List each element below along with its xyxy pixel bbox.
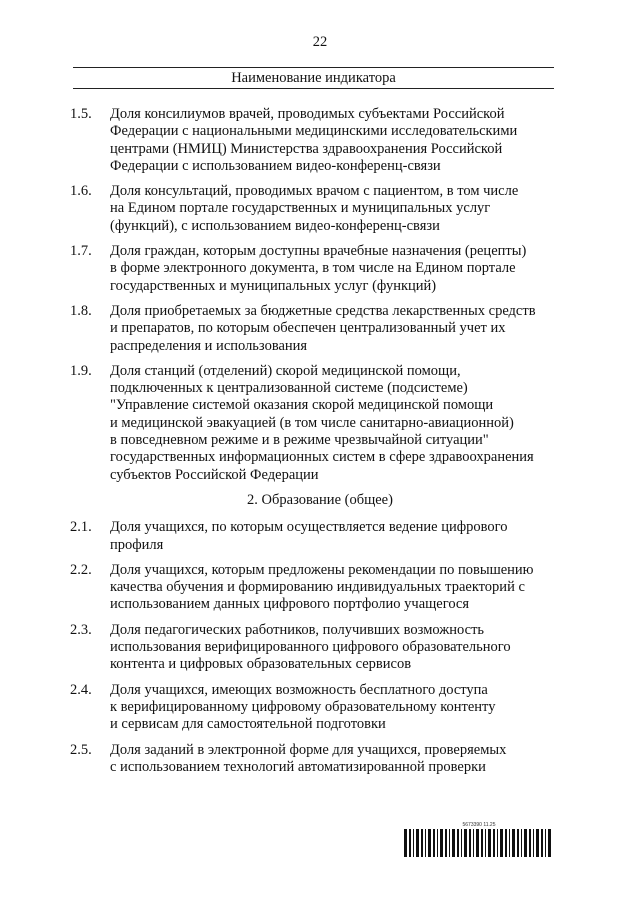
indicator-line: Доля консилиумов врачей, проводимых субъектами Российской xyxy=(110,106,505,122)
indicator-line: государственных информационных систем в сфере здравоохранения xyxy=(110,449,534,466)
indicator-line: использованием данных цифрового портфолио учащегося xyxy=(110,596,470,613)
section-title: 2. Образование (общее) xyxy=(247,491,393,508)
barcode-bars xyxy=(404,829,554,857)
indicator-line: Доля приобретаемых за бюджетные средства лекарственных средств xyxy=(110,302,536,319)
indicator-number: 1.8. xyxy=(70,302,92,319)
indicator-name xyxy=(110,106,560,175)
indicator-line: и медицинской эвакуацией (в том числе санитарно-авиационной) xyxy=(110,414,514,431)
indicator-name xyxy=(110,183,560,235)
indicator-line: и сервисам для самостоятельной подготовки xyxy=(110,716,386,733)
indicator-line: Доля граждан, которым доступны врачебные назначения (рецепты) xyxy=(110,243,527,260)
indicator-name xyxy=(110,622,560,674)
indicator-item xyxy=(70,183,560,235)
indicator-number: 1.5. xyxy=(70,106,92,122)
indicator-line: Доля учащихся, по которым осуществляется ведение цифрового xyxy=(110,519,508,536)
indicator-line: на Едином портале государственных и муниципальных услуг xyxy=(110,200,491,217)
indicator-line: Доля станций (отделений) скорой медицинской помощи, xyxy=(110,362,461,379)
barcode xyxy=(404,822,554,862)
indicator-item xyxy=(70,243,560,295)
indicator-line: Доля заданий в электронной форме для учащихся, проверяемых xyxy=(110,741,507,758)
page-number: 22 xyxy=(312,34,328,50)
indicator-item xyxy=(70,303,560,355)
indicator-item xyxy=(70,519,560,554)
indicator-line: "Управление системой оказания скорой медицинской помощи xyxy=(110,397,494,414)
indicator-name xyxy=(110,682,560,734)
indicator-line: в повседневном режиме и в режиме чрезвычайной ситуации" xyxy=(110,432,489,449)
indicator-number: 2.1. xyxy=(70,519,92,536)
indicator-line: качества обучения и формированию индивидуальных траекторий с xyxy=(110,579,525,596)
indicator-number: 2.4. xyxy=(70,681,92,698)
indicator-line: Доля консультаций, проводимых врачом с пациентом, в том числе xyxy=(110,183,519,200)
barcode-caption: 5673390 11.25 xyxy=(462,822,496,828)
indicator-line: подключенных к централизованной системе (подсистеме) xyxy=(110,380,468,397)
indicator-name xyxy=(110,562,560,614)
indicator-line: государственных и муниципальных услуг (функций) xyxy=(110,277,437,294)
indicator-line: распределения и использования xyxy=(110,337,308,354)
indicator-item xyxy=(70,682,560,734)
indicator-name xyxy=(110,519,560,554)
indicator-line: контента и цифровых образовательных сервисов xyxy=(110,656,412,673)
indicator-name xyxy=(110,303,560,355)
indicator-line: использования верифицированного цифрового образовательного xyxy=(110,639,511,656)
indicator-number: 2.5. xyxy=(70,741,92,758)
indicator-line: Доля учащихся, которым предложены рекомендации по повышению xyxy=(110,561,534,578)
indicator-line: Федерации с национальными медицинскими исследовательскими xyxy=(110,123,518,140)
indicator-line: Федерации с использованием видео-конференц-связи xyxy=(110,157,441,174)
indicator-name xyxy=(110,243,560,295)
indicator-number: 1.9. xyxy=(70,362,92,379)
indicator-line: Доля педагогических работников, получивших возможность xyxy=(110,621,485,638)
indicator-item xyxy=(70,562,560,614)
header-rule-bottom xyxy=(73,88,554,89)
indicator-number: 2.2. xyxy=(70,561,92,578)
indicator-item xyxy=(70,363,560,484)
indicator-name xyxy=(110,742,560,777)
indicator-line: Доля учащихся, имеющих возможность бесплатного доступа xyxy=(110,681,488,698)
header-rule-top xyxy=(73,67,554,68)
column-header: Наименование индикатора xyxy=(231,70,396,86)
indicator-line: к верифицированному цифровому образовательному контенту xyxy=(110,698,496,715)
indicator-line: профиля xyxy=(110,536,164,553)
indicator-line: с использованием технологий автоматизированной проверки xyxy=(110,758,486,775)
indicator-line: субъектов Российской Федерации xyxy=(110,466,319,483)
indicator-line: и препаратов, по которым обеспечен централизованный учет их xyxy=(110,320,506,337)
indicator-item xyxy=(70,106,560,175)
indicator-line: центрами (НМИЦ) Министерства здравоохранения Российской xyxy=(110,140,503,157)
indicator-number: 1.6. xyxy=(70,183,92,200)
indicator-line: (функций), с использованием видео-конференц-связи xyxy=(110,217,440,234)
indicator-item xyxy=(70,622,560,674)
indicator-item xyxy=(70,742,560,777)
indicator-number: 2.3. xyxy=(70,621,92,638)
indicator-list xyxy=(70,106,560,784)
indicator-line: в форме электронного документа, в том числе на Едином портале xyxy=(110,260,516,277)
indicator-name xyxy=(110,363,560,484)
indicator-number: 1.7. xyxy=(70,243,92,260)
